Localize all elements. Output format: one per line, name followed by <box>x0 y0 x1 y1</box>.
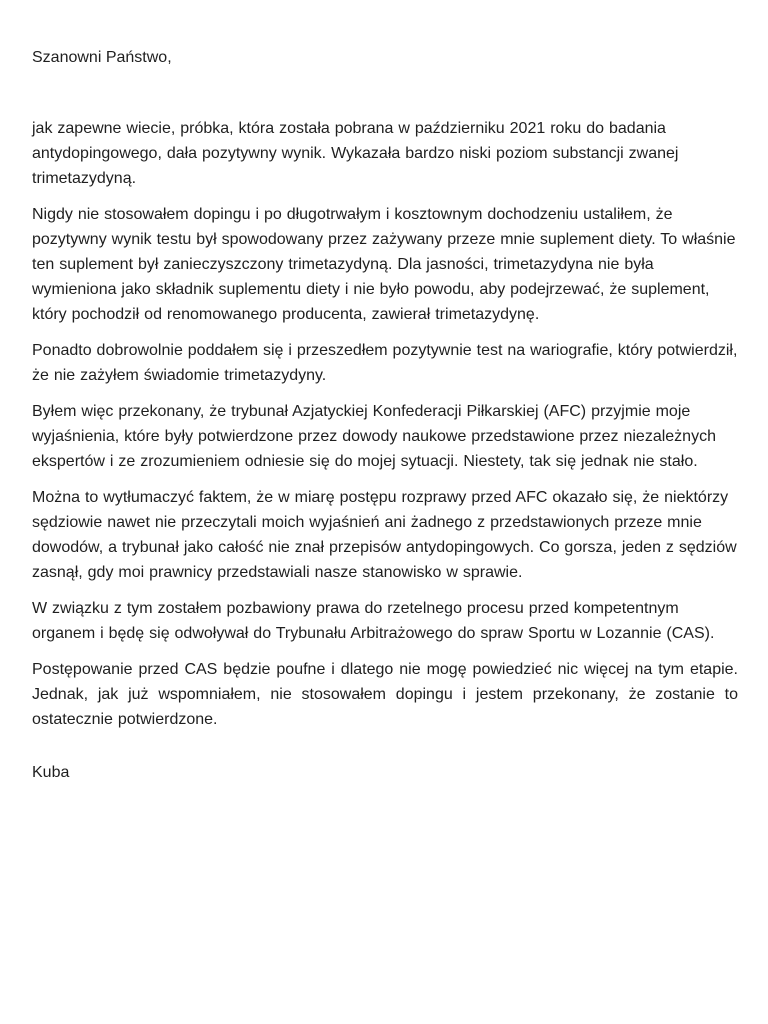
salutation: Szanowni Państwo, <box>32 49 172 66</box>
paragraph-cas-appeal: W związku z tym zostałem pozbawiony prawa do rzetelnego procesu przed kompetentnym organem i będę się odwoływał do Trybunału Arbitrażowego do spraw Sportu w Lozannie (CAS). <box>32 600 715 642</box>
paragraph-sample-result: jak zapewne wiecie, próbka, która została pobrana w październiku 2021 roku do badania antydopingowego, dała pozytywny wynik. Wykazała bardzo niski poziom substancji zwanej trimetazydyną. <box>32 120 679 187</box>
paragraph-cas-confidentiality: Postępowanie przed CAS będzie poufne i dlatego nie mogę powiedzieć nic więcej na tym etapie. Jednak, jak już wspomniałem, nie stosowałem dopingu i jestem przekonany, że zostanie to ostatecznie potwierdzone. <box>32 661 738 728</box>
paragraph-afc-tribunal-expectation: Byłem więc przekonany, że trybunał Azjatyckiej Konfederacji Piłkarskiej (AFC) przyjmie moje wyjaśnienia, które były potwierdzone przez dowody naukowe przedstawione przez niezależnych ekspertów i ze zrozumieniem odniesie się do mojej sytuacji. Niestety, tak się jednak nie stało. <box>32 403 716 470</box>
paragraph-polygraph-test: Ponadto dobrowolnie poddałem się i przeszedłem pozytywnie test na wariografie, który potwierdził, że nie zażyłem świadomie trimetazydyny. <box>32 342 738 384</box>
paragraph-afc-hearing-criticism: Można to wytłumaczyć faktem, że w miarę postępu rozprawy przed AFC okazało się, że niektórzy sędziowie nawet nie przeczytali moich wyjaśnień ani żadnego z przedstawionych przeze mnie dowodów, a trybunał jako całość nie znał przepisów antydopingowych. Co gorsza, jeden z sędziów zasnął, gdy moi prawnicy przedstawiali nasze stanowisko w sprawie. <box>32 489 737 581</box>
signature: Kuba <box>32 764 70 781</box>
paragraph-supplement-contamination: Nigdy nie stosowałem dopingu i po długotrwałym i kosztownym dochodzeniu ustaliłem, że pozytywny wynik testu był spowodowany przez zażywany przeze mnie suplement diety. To właśnie ten suplement był zanieczyszczony trimetazydyną. Dla jasności, trimetazydyna nie była wymieniona jako składnik suplementu diety i nie było powodu, aby podejrzewać, że suplement, który pochodził od renomowanego producenta, zawierał trimetazydynę. <box>32 206 736 323</box>
